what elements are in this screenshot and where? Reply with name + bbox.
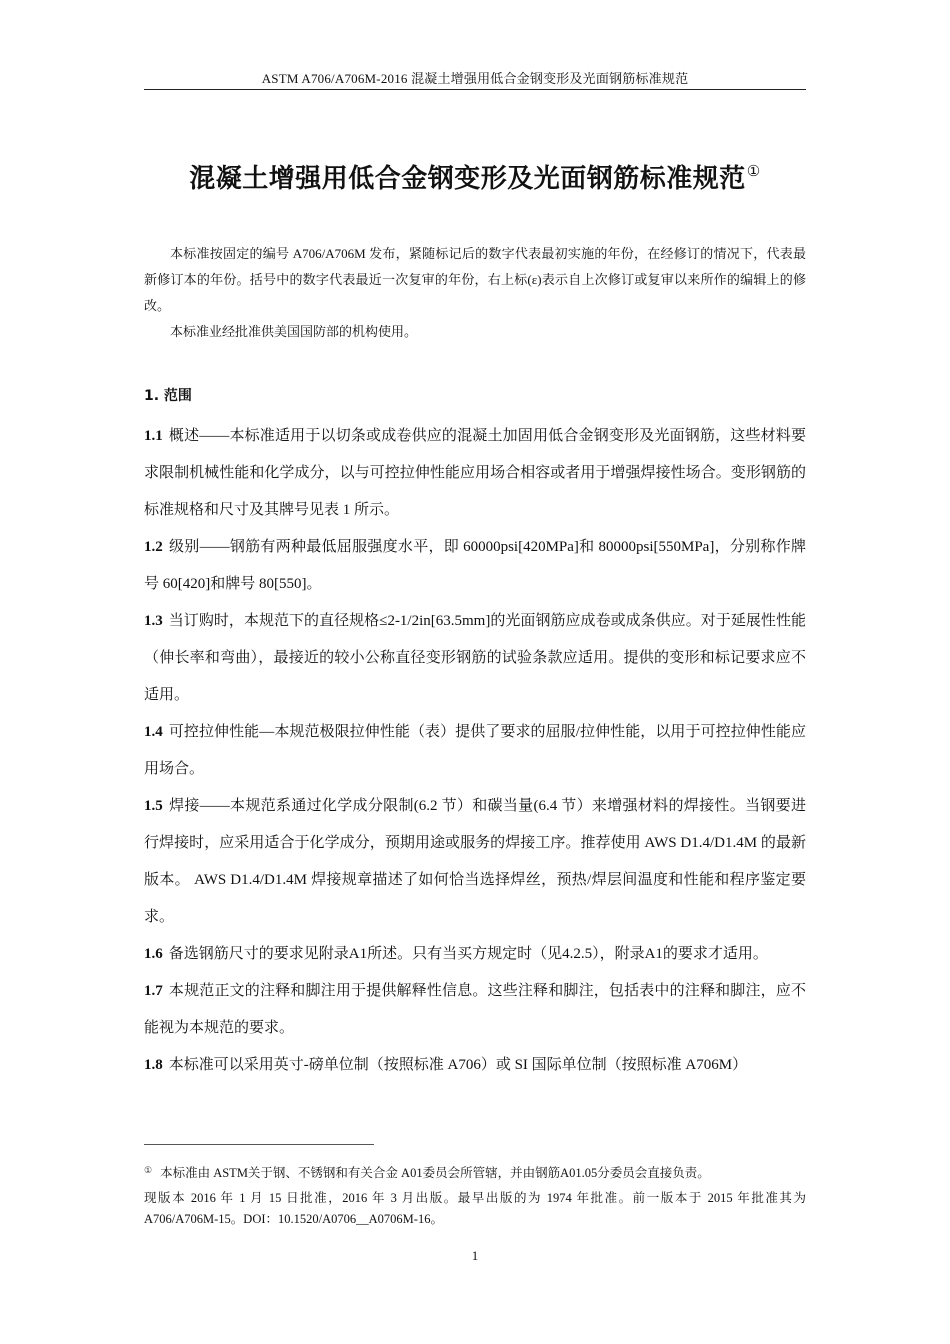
- header-rule: [144, 89, 806, 90]
- clause-1-6: [144, 936, 806, 973]
- clause-1-2: [144, 529, 806, 603]
- clause-1-8: [144, 1047, 806, 1084]
- clause-1-3: [144, 603, 806, 714]
- intro-paragraph-1: 本标准按固定的编号 A706/A706M 发布，紧随标记后的数字代表最初实施的年份，在经修订的情况下，代表最新修订本的年份。括号中的数字代表最近一次复审的年份，右上标(ε)表示自上次修订或复审以来所作的编辑上的修改。: [144, 246, 806, 313]
- intro-paragraph-2: 本标准业经批准供美国国防部的机构使用。: [170, 324, 418, 339]
- clause-text: 焊接——本规范系通过化学成分限制(6.2 节）和碳当量(6.4 节）来增强材料的焊接性。当钢要进行焊接时，应采用适合于化学成分，预期用途或服务的焊接工序。推荐使用 AWS D1.4/D1.4M 的最新版本。 AWS D1.4/D1.4M 焊接规章描述了如何恰当选择焊丝，预热/焊层间温度和性能和程序鉴定要求。: [144, 798, 806, 925]
- footnote-mark: ①: [144, 1165, 153, 1175]
- clause-1-4: [144, 714, 806, 788]
- clause-number: 1.8: [144, 1057, 163, 1073]
- intro-block: [144, 241, 806, 345]
- clause-text: 备选钢筋尺寸的要求见附录A1所述。只有当买方规定时（见4.2.5），附录A1的要求才适用。: [168, 946, 768, 962]
- footnote-rule: [144, 1144, 374, 1145]
- clause-number: 1.1: [144, 428, 163, 444]
- clause-text: 概述——本标准适用于以切条或成卷供应的混凝土加固用低合金钢变形及光面钢筋，这些材料要求限制机械性能和化学成分，以与可控拉伸性能应用场合相容或者用于增强焊接性场合。变形钢筋的标准规格和尺寸及其牌号见表 1 所示。: [144, 428, 806, 518]
- clause-number: 1.6: [144, 946, 163, 962]
- clause-1-5: [144, 788, 806, 936]
- clause-number: 1.7: [144, 983, 163, 999]
- footnotes: [144, 1160, 806, 1234]
- footnote-text: 本标准由 ASTM关于钢、不锈钢和有关合金 A01委员会所管辖，并由钢筋A01.05分委员会直接负责。: [160, 1166, 710, 1180]
- clause-1-7: [144, 973, 806, 1047]
- clause-text: 当订购时，本规范下的直径规格≤2-1/2in[63.5mm]的光面钢筋应成卷或成条供应。对于延展性性能（伸长率和弯曲），最接近的较小公称直径变形钢筋的试验条款应适用。提供的变形和标记要求应不适用。: [144, 613, 806, 703]
- clause-number: 1.5: [144, 798, 163, 814]
- clause-text: 本标准可以采用英寸-磅单位制（按照标准 A706）或 SI 国际单位制（按照标准 A706M）: [168, 1057, 748, 1073]
- clause-number: 1.2: [144, 539, 163, 555]
- footnote-2: 现版本 2016 年 1 月 15 日批准，2016 年 3 月出版。最早出版的为 1974 年批准。前一版本于 2015 年批准其为 A706/A706M-15。DOI：10.1520/A0706__A0706M-16。: [144, 1191, 806, 1226]
- clause-1-1: [144, 418, 806, 529]
- clause-number: 1.3: [144, 613, 163, 629]
- clause-number: 1.4: [144, 724, 163, 740]
- page-number: 1: [471, 1248, 479, 1263]
- document-title-text: 混凝土增强用低合金钢变形及光面钢筋标准规范: [189, 164, 746, 194]
- clause-text: 级别——钢筋有两种最低屈服强度水平，即 60000psi[420MPa]和 80000psi[550MPa]，分别称作牌号 60[420]和牌号 80[550]。: [144, 539, 806, 592]
- clause-text: 可控拉伸性能—本规范极限拉伸性能（表）提供了要求的屈服/拉伸性能，以用于可控拉伸性能应用场合。: [144, 724, 806, 777]
- clause-text: 本规范正文的注释和脚注用于提供解释性信息。这些注释和脚注，包括表中的注释和脚注，应不能视为本规范的要求。: [144, 983, 806, 1036]
- footnote-1: [144, 1160, 806, 1184]
- running-header: ASTM A706/A706M-2016 混凝土增强用低合金钢变形及光面钢筋标准规范: [261, 71, 689, 86]
- title-footnote-mark[interactable]: ①: [746, 162, 761, 180]
- document-title: [144, 158, 806, 195]
- section-scope: [144, 383, 806, 1084]
- section-heading: 1. 范围: [144, 388, 192, 404]
